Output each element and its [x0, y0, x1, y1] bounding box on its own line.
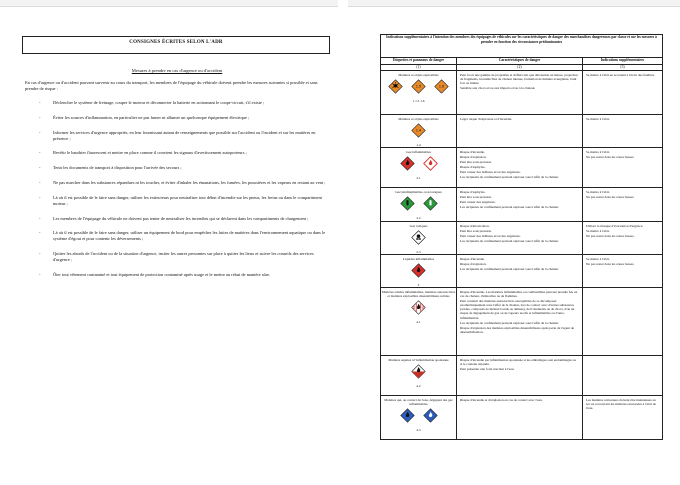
label-cell — [381, 71, 457, 115]
instruction-item: - Les membres de l'équipage du véhicule ne doivent pas tenter de neutraliser les incendies qui se déclarent dans les compartiments de chargement ; — [25, 216, 329, 222]
instruction-item: - Là où il est possible de le faire sans danger, utiliser un équipement de bord pour empêcher les fuites de matières dans l'environnement aquatique ou dans le système d'égout et pour contenir les déversements ; — [25, 230, 329, 242]
flame-sign-icon — [411, 263, 426, 278]
extra-cell — [583, 396, 663, 440]
header-labels: Étiquettes et panneaux de danger — [381, 58, 457, 65]
table-row — [381, 222, 663, 255]
extra-cell — [583, 222, 663, 255]
viewer-topbar — [0, 0, 680, 6]
hazard-text: Risque d'explosion. — [460, 155, 487, 160]
label-cell — [381, 396, 457, 440]
page-left — [22, 30, 332, 470]
hazard-cell — [457, 188, 583, 222]
table-row — [381, 188, 663, 222]
extra-text: Se mettre à l'abri. — [586, 229, 610, 234]
title-box — [22, 36, 330, 54]
striped-flame-sign-icon — [411, 300, 426, 315]
extra-cell — [583, 288, 663, 356]
sign-group — [381, 77, 456, 99]
flame-sign-icon — [423, 156, 438, 171]
skull-sign-icon — [411, 230, 426, 245]
hazard-text: Les récipients de confinement peuvent exploser sous l'effet de la chaleur. — [460, 175, 559, 180]
hazard-cell — [457, 356, 583, 396]
explosive-sign-icon — [411, 79, 426, 94]
extra-cell — [583, 71, 663, 115]
gas-cylinder-sign-icon — [400, 196, 415, 211]
class-label: Matières et objets explosibles — [398, 117, 439, 121]
hazard-text: Peut contenir des matières autoréactives susceptibles de se décomposer exothermiquement sous l'effet de la chaleur, lors de contact avec d'autres substances (acides, composés de métaux lourds ou amines), de frottements ou de chocs, d'où un risque de dégagement de gaz ou de vapeurs nocifs et inflammables ou d'auto-inflammation. — [460, 299, 575, 320]
sign-group — [381, 154, 456, 176]
instruction-item: - Tenir les documents de transport à disposition pour l'arrivée des secours ; — [25, 165, 329, 171]
extra-text: Se mettre à l'abri. — [586, 150, 610, 154]
class-label: Matières et objets explosibles — [398, 73, 439, 77]
hazard-text: Sensible aux chocs et/ou aux impacts et/ou à la chaleur. — [460, 86, 536, 91]
class-number: 3 — [417, 283, 420, 287]
spontaneous-flame-sign-icon — [411, 364, 426, 379]
label-cell — [381, 188, 457, 222]
class-label: Liquides inflammables — [402, 257, 435, 261]
extra-text: Ne pas rester dans les zones basses. — [586, 155, 635, 160]
hazard-cell — [457, 255, 583, 288]
header-extra: Indications supplémentaires — [583, 58, 663, 65]
flame-sign-icon — [400, 156, 415, 171]
instruction-item: - Ôter tout vêtement contaminé et tout équipement de protection contaminé après usage et le mettre au rebut de manière sûre. — [25, 272, 329, 278]
extra-text: Utiliser le masque d'évacuation d'urgence. — [586, 224, 644, 228]
instruction-list — [25, 100, 329, 287]
hazard-text: Risque d'incendie et d'explosion en cas de contact avec l'eau. — [460, 398, 543, 402]
hazard-text: Risque d'explosion. — [460, 262, 487, 267]
hazard-text: Peut avoir une gamme de propriétés et d'effets tels que détonation en masse, projection de fragments, incendie/flux de chaleur intense, formation de lumière aveuglante, bruit fort ou fumée. — [460, 73, 578, 86]
svg-text:1.6: 1.6 — [438, 84, 445, 89]
extra-cell — [583, 255, 663, 288]
hazard-cell — [457, 222, 583, 255]
sign-group — [381, 194, 456, 216]
hazard-cell — [457, 148, 583, 188]
explosive-sign-icon — [434, 79, 449, 94]
class-number: 4.2 — [416, 384, 421, 388]
col-number: (1) — [381, 65, 457, 71]
intro-paragraph: En cas d'urgence ou d'accident pouvant survenir au cours du transport, les membres de l'équipage du véhicule doivent prendre les mesures suivantes si possible et sans prendre de risque : — [25, 80, 318, 91]
table-row — [381, 288, 663, 356]
svg-text:1.4: 1.4 — [415, 128, 422, 133]
class-label: Gaz ininflammables, non toxiques — [395, 190, 442, 194]
hazard-text: Peut être sous pression. — [460, 195, 492, 200]
class-label: Matières qui, au contact de l'eau, dégagent des gaz inflammables — [384, 398, 453, 406]
table-row — [381, 148, 663, 188]
hazard-text: Risque d'incendie. — [460, 150, 485, 154]
instruction-item: - Déclencher le système de freinage, couper le moteur et déconnecter la batterie en actionnant le coupe-circuit, s'il existe ; — [25, 100, 329, 106]
class-label: Matières sujettes à l'inflammation spontanée — [388, 358, 449, 362]
instruction-item: - Ne pas marcher dans les substances répandues ni les toucher, et éviter d'inhaler les émanations, les fumées, les poussières et les vapeurs en restant au vent ; — [25, 180, 329, 186]
hazard-cell — [457, 71, 583, 115]
header-hazards: Caractéristiques de danger — [457, 58, 583, 65]
sign-group — [381, 362, 456, 384]
table-row — [381, 396, 663, 440]
label-cell — [381, 222, 457, 255]
table-row — [381, 115, 663, 148]
extra-cell — [583, 356, 663, 396]
hazard-text: Risque d'incendie. — [460, 257, 485, 261]
table-row — [381, 71, 663, 115]
extra-cell — [583, 148, 663, 188]
hazard-text: Les récipients de confinement peuvent exploser sous l'effet de la chaleur. — [460, 267, 559, 272]
hazard-text: Risque d'asphyxie. — [460, 190, 486, 194]
page-title: CONSIGNES ÉCRITES SELON L'ADR — [129, 40, 223, 45]
hazard-text: Peut causer des brûlures et/ou des engelures. — [460, 234, 521, 239]
hazard-text: Les récipients de confinement peuvent exploser sous l'effet de la chaleur. — [460, 320, 559, 325]
extra-cell — [583, 188, 663, 222]
extra-text: Se mettre à l'abri. — [586, 117, 610, 121]
instruction-item: - Informer les services d'urgence appropriés, en leur fournissant autant de renseignements que possible sur l'accident ou l'incident et sur les matières en présence ; — [25, 130, 329, 142]
instruction-item: - Là où il est possible de le faire sans danger, utiliser les extincteurs pour neutraliser tout début d'incendie sur les pneus, les freins ou dans le compartiment moteur ; — [25, 195, 329, 207]
extra-text: Les matières renversées doivent être maintenues au sec en recouvrant les matières renversées à l'abri de l'eau. — [586, 398, 656, 411]
class-number: 4.3 — [416, 428, 421, 432]
explosive-sign-icon — [388, 79, 403, 94]
extra-text: Se mettre à l'abri en se tenant à l'écart des fenêtres. — [586, 73, 655, 77]
hazard-text: Risque d'intoxication. — [460, 224, 490, 228]
class-label: Gaz inflammables — [406, 150, 431, 154]
table-row — [381, 356, 663, 396]
sign-group — [381, 121, 456, 143]
col-number: (2) — [457, 65, 583, 71]
extra-text: Ne pas rester dans les zones basses. — [586, 262, 635, 267]
extra-cell — [583, 115, 663, 148]
label-cell — [381, 288, 457, 356]
instruction-item: - Revêtir le baudrier fluorescent et mettre en place comme il convient les signaux d'avertissement autoporteurs ; — [25, 150, 329, 156]
gas-cylinder-sign-icon — [423, 196, 438, 211]
page-right — [380, 34, 662, 440]
hazard-table — [380, 34, 663, 440]
svg-text:1.5: 1.5 — [415, 84, 422, 89]
col-number: (3) — [583, 65, 663, 71]
instruction-item: - Quitter les abords de l'accident ou de la situation d'urgence, inciter les autres personnes sur place à quitter les lieux et suivre les conseils des services d'urgence ; — [25, 251, 329, 263]
hazard-text: Peut causer des brûlures et/ou des engelures. — [460, 170, 521, 175]
hazard-text: Risque d'incendie. Les matières inflammables ou combustibles peuvent prendre feu en cas de chaleur, d'étincelles ou de flammes. — [460, 290, 578, 299]
hazard-text: Peut présenter une forte réaction à l'eau. — [460, 367, 515, 372]
subheading: Mesures à prendre en cas d'urgence ou d'accident — [131, 68, 223, 73]
class-label: Matières solides inflammables, matières autoréactives et matières explosibles désensibilisées solides — [381, 290, 456, 298]
class-number: 1.4 — [416, 143, 421, 147]
class-number: 2.1 — [416, 176, 421, 180]
hazard-cell — [457, 288, 583, 356]
class-number: 1 1.5 1.6 — [412, 99, 425, 103]
page-left-edge — [0, 0, 338, 7]
hazard-text: Les récipients de confinement peuvent exploser sous l'effet de la chaleur. — [460, 205, 559, 210]
sign-group — [381, 298, 456, 320]
table-caption: Indications supplémentaires à l'intention des membres des équipages de véhicules sur les caractéristiques de danger des marchandises dangereuses par classe et sur les mesures à prendre en fonction des circonstances prédominantes — [381, 35, 663, 58]
hazard-text: Risque d'asphyxie. — [460, 165, 486, 170]
hazard-text: Léger risque d'explosion et d'incendie. — [460, 117, 513, 121]
class-number: 4.1 — [416, 320, 421, 324]
sign-group — [381, 261, 456, 283]
hazard-text: Risque d'incendie par inflammation spontanée si les emballages sont endommagés ou si le contenu répandu. — [460, 358, 577, 367]
label-cell — [381, 115, 457, 148]
hazard-text: Peut être sous pression. — [460, 160, 492, 165]
sign-group — [381, 228, 456, 250]
instruction-item: - Éviter les sources d'inflammation, en particulier ne pas fumer ni allumer un quelconque équipement électrique ; — [25, 115, 329, 121]
hazard-cell — [457, 396, 583, 440]
extra-text: Ne pas rester dans les zones basses. — [586, 195, 635, 200]
water-reactive-sign-icon — [423, 408, 438, 423]
extra-text: Se mettre à l'abri. — [586, 190, 610, 194]
hazard-text: Peut causer des engelures. — [460, 200, 496, 205]
class-label: Gaz toxiques — [409, 224, 428, 228]
water-reactive-sign-icon — [400, 408, 415, 423]
hazard-text: Les récipients de confinement peuvent exploser sous l'effet de la chaleur. — [460, 239, 559, 244]
table-row — [381, 255, 663, 288]
sign-group — [381, 406, 456, 428]
class-number: 2.2 — [416, 216, 421, 220]
explosive-sign-icon — [411, 123, 426, 138]
hazard-text: Risque d'explosion des matières explosibles désensibilisées après perte de l'agent de désensibilisation. — [460, 325, 575, 334]
label-cell — [381, 356, 457, 396]
extra-text: Ne pas rester dans les zones basses. — [586, 234, 635, 239]
hazard-text: Peut être sous pression. — [460, 229, 492, 234]
hazard-cell — [457, 115, 583, 148]
page-right-edge — [348, 0, 680, 7]
label-cell — [381, 148, 457, 188]
extra-text: Se mettre à l'abri. — [586, 257, 610, 261]
label-cell — [381, 255, 457, 288]
class-number: 2.3 — [416, 250, 421, 254]
